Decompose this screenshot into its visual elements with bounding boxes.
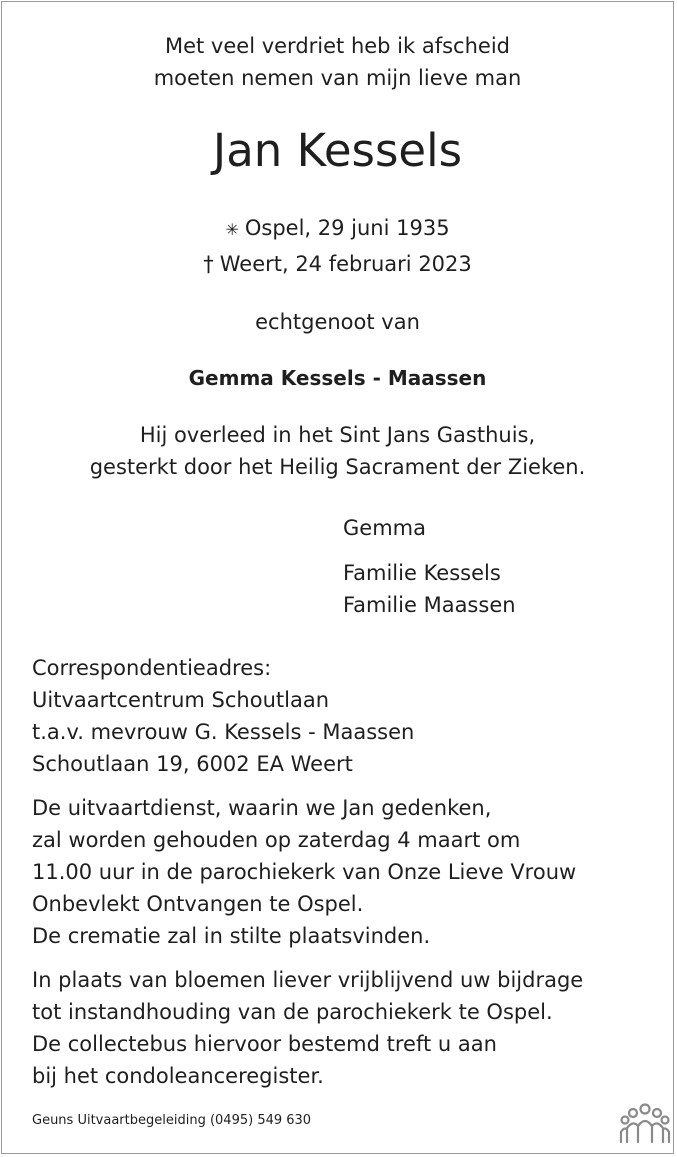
death-notice xyxy=(1,1,674,1154)
donation-line: In plaats van bloemen liever vrijblijvend uw bijdrage xyxy=(32,968,584,992)
service-line: De crematie zal in stilte plaatsvinden. xyxy=(32,924,431,948)
donation-line: De collectebus hiervoor bestemd treft u aan xyxy=(32,1032,497,1056)
service-line: zal worden gehouden op zaterdag 4 maart om xyxy=(32,828,521,852)
death-text: Weert, 24 februari 2023 xyxy=(219,252,472,276)
passing-line-2: gesterkt door het Heilig Sacrament der Zieken. xyxy=(89,455,586,479)
service-line: Onbevlekt Ontvangen te Ospel. xyxy=(32,892,364,916)
birth-star-icon: ✳ xyxy=(225,220,239,239)
death-cross-icon: † xyxy=(203,252,214,276)
signer-gemma: Gemma xyxy=(343,516,426,540)
signer-familie-kessels: Familie Kessels xyxy=(343,561,501,585)
spouse-name: Gemma Kessels - Maassen xyxy=(188,366,487,390)
death-line xyxy=(2,252,673,276)
intro-line-1: Met veel verdriet heb ik afscheid xyxy=(164,34,510,58)
address-line: Uitvaartcentrum Schoutlaan xyxy=(32,688,330,712)
service-line: De uitvaartdienst, waarin we Jan gedenken, xyxy=(32,796,492,820)
address-line: Schoutlaan 19, 6002 EA Weert xyxy=(32,752,353,776)
people-group-icon xyxy=(619,1102,671,1146)
donation-line: tot instandhouding van de parochiekerk te Ospel. xyxy=(32,1000,553,1024)
intro-line-2: moeten nemen van mijn lieve man xyxy=(153,66,522,90)
birth-line xyxy=(2,216,673,240)
address-line: t.a.v. mevrouw G. Kessels - Maassen xyxy=(32,720,415,744)
deceased-name: Jan Kessels xyxy=(212,124,463,177)
signer-familie-maassen: Familie Maassen xyxy=(343,593,516,617)
address-heading: Correspondentieadres: xyxy=(32,656,272,680)
service-line: 11.00 uur in de parochiekerk van Onze Lieve Vrouw xyxy=(32,860,577,884)
undertaker-credit: Geuns Uitvaartbegeleiding (0495) 549 630 xyxy=(32,1113,312,1128)
passing-line-1: Hij overleed in het Sint Jans Gasthuis, xyxy=(139,423,536,447)
donation-line: bij het condoleanceregister. xyxy=(32,1064,324,1088)
birth-text: Ospel, 29 juni 1935 xyxy=(244,216,450,240)
relation-text: echtgenoot van xyxy=(255,310,420,334)
